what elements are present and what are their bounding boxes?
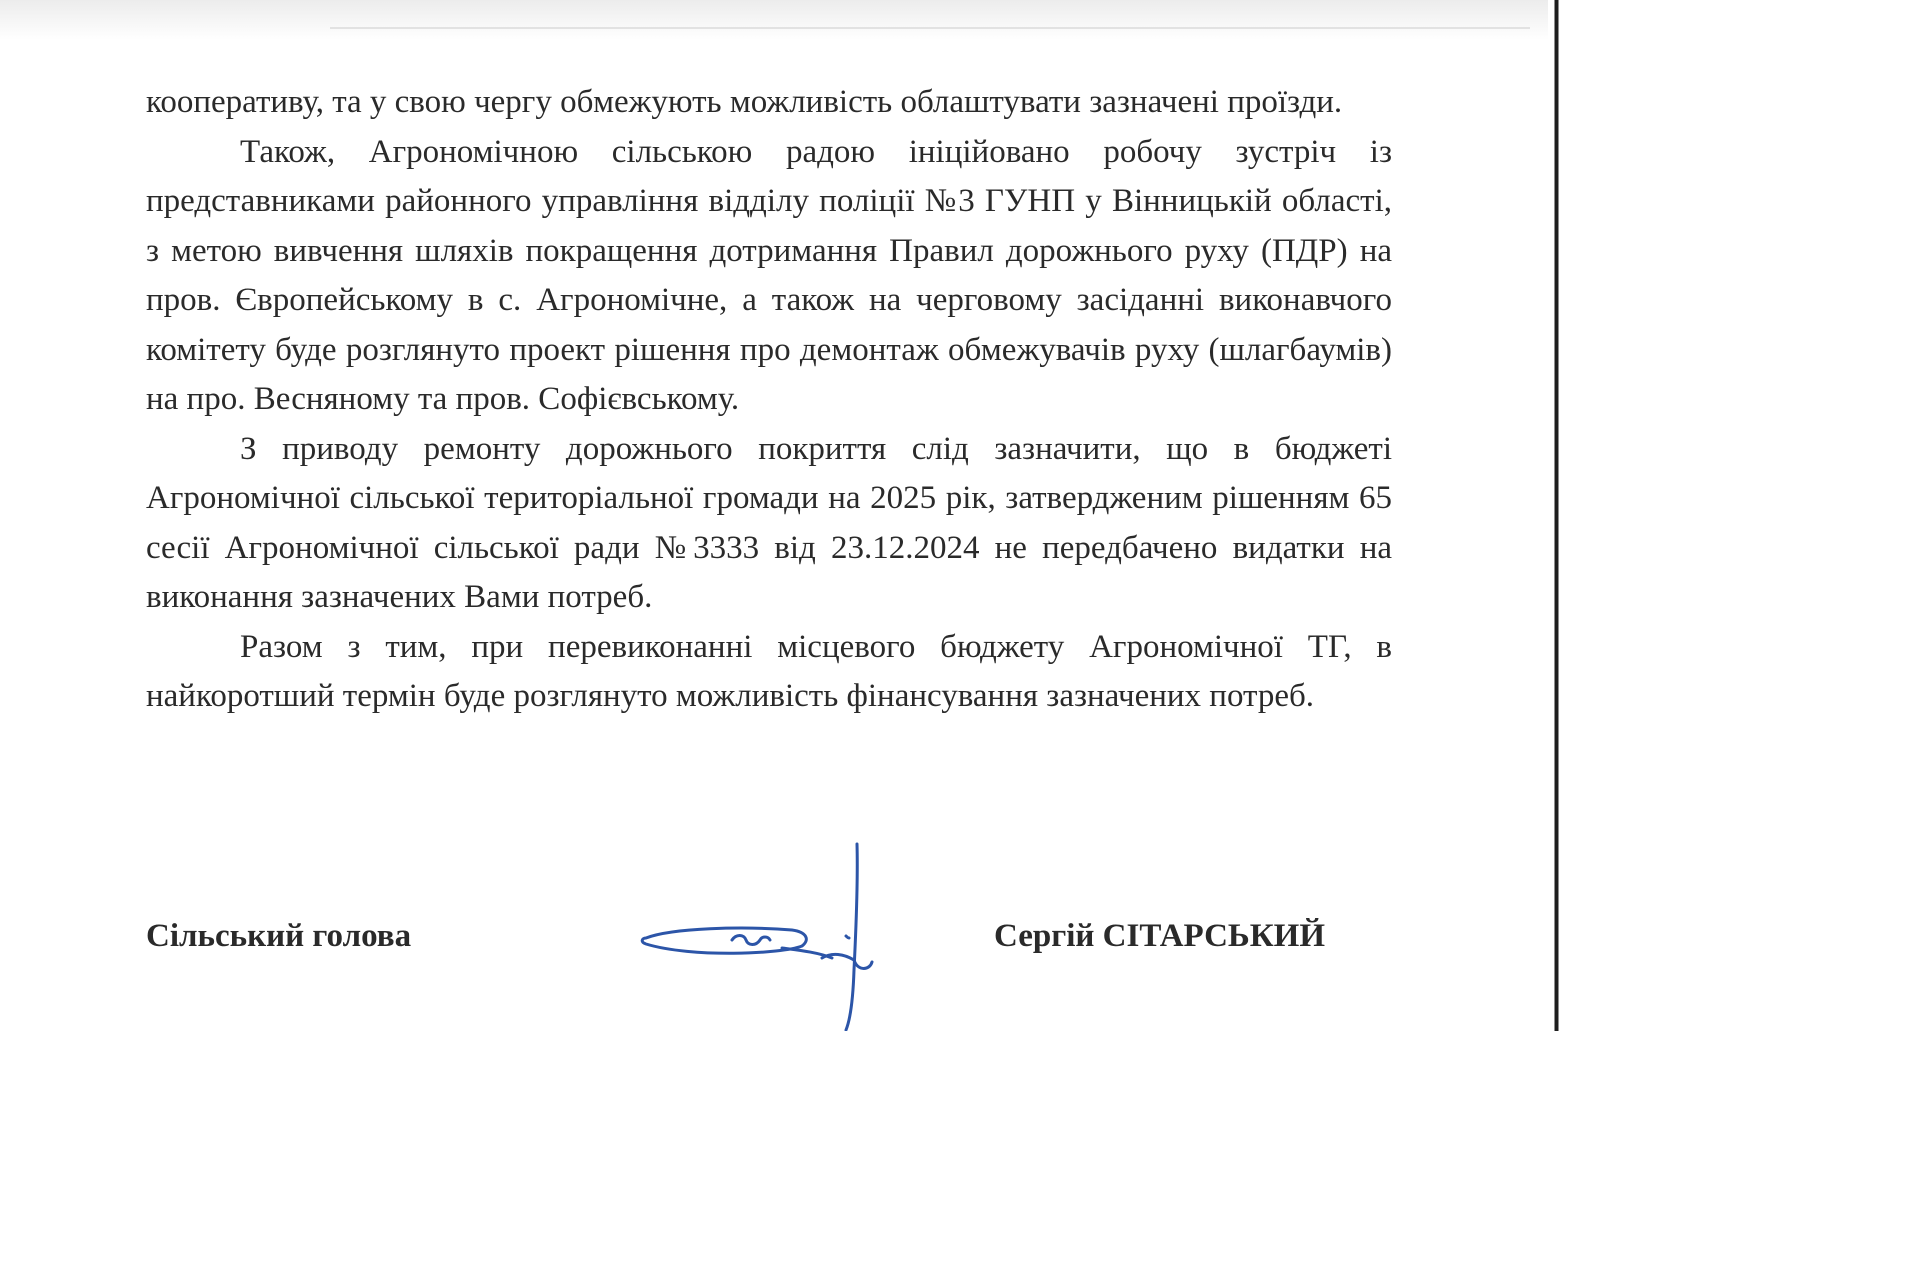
- paragraph-1: кооперативу, та у свою чергу обмежують можливість облаштувати зазначені проїзди.: [146, 84, 1343, 120]
- signatory-title: Сільський голова: [146, 918, 412, 954]
- scan-top-shadow: [0, 0, 1566, 40]
- paragraph-3: З приводу ремонту дорожнього покриття слід зазначити, що в бюджеті Агрономічної сільської територіальної громади на 2025 рік, затвердженим рішенням 65 сесії Агрономічної сільської ради №3333 від 23.12.2024 не передбачено видатки на виконання зазначених Вами потреб.: [146, 430, 1392, 615]
- letter-body: [146, 78, 1392, 722]
- signatory-name: Сергій СІТАРСЬКИЙ: [994, 918, 1325, 954]
- scan-right-edge: [1548, 0, 1566, 1031]
- scan-top-rule: [330, 27, 1530, 29]
- paragraph-4: Разом з тим, при перевиконанні місцевого бюджету Агрономічної ТГ, в найкоротший термін буде розглянуто можливість фінансування зазначених потреб.: [146, 628, 1392, 714]
- paragraph-2: Також, Агрономічною сільською радою ініційовано робочу зустріч із представниками районного управління відділу поліції №3 ГУНП у Вінницькій області, з метою вивчення шляхів покращення дотримання Правил дорожнього руху (ПДР) на пров. Європейському в с. Агрономічне, а також на черговому засіданні виконавчого комітету буде розглянуто проект рішення про демонтаж обмежувачів руху (шлагбаумів) на про. Весняному та пров. Софієвському.: [146, 133, 1392, 417]
- handwritten-signature: [632, 840, 892, 1031]
